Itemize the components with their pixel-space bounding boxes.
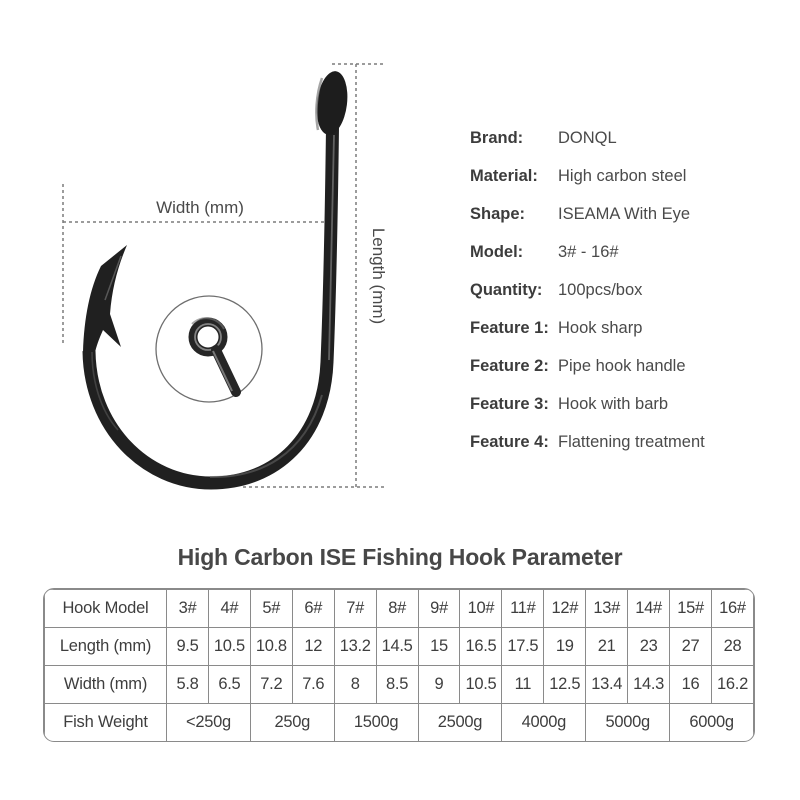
- spec-row-feature-3: [470, 395, 790, 418]
- fish-weight-cell: 4000g: [502, 704, 586, 742]
- spec-value: Pipe hook handle: [558, 357, 686, 375]
- model-cell: 11#: [502, 590, 544, 628]
- width-cell: 11: [502, 666, 544, 704]
- length-cell: 19: [544, 628, 586, 666]
- spec-label: Feature 1:: [470, 319, 549, 337]
- spec-label: Feature 3:: [470, 395, 549, 413]
- length-cell: 23: [628, 628, 670, 666]
- spec-value: ISEAMA With Eye: [558, 205, 691, 223]
- spec-value: High carbon steel: [558, 167, 687, 185]
- model-cell: 4#: [208, 590, 250, 628]
- width-cell: 16: [670, 666, 712, 704]
- width-cell: 10.5: [460, 666, 502, 704]
- width-cell: 13.4: [586, 666, 628, 704]
- spec-row-feature-4: [470, 433, 790, 456]
- width-cell: 12.5: [544, 666, 586, 704]
- fish-weight-cell: 5000g: [586, 704, 670, 742]
- length-cell: 9.5: [167, 628, 209, 666]
- length-cell: 12: [292, 628, 334, 666]
- fish-weight-cell: 6000g: [670, 704, 754, 742]
- model-cell: 15#: [670, 590, 712, 628]
- spec-label: Brand:: [470, 129, 524, 147]
- fish-weight-cell: 250g: [250, 704, 334, 742]
- row-header-hook-model: Hook Model: [45, 590, 167, 628]
- row-header-width: Width (mm): [45, 666, 167, 704]
- hook-body: [89, 84, 333, 483]
- length-cell: 10.8: [250, 628, 292, 666]
- model-cell: 13#: [586, 590, 628, 628]
- parameter-table: [43, 588, 755, 742]
- length-cell: 21: [586, 628, 628, 666]
- width-cell: 14.3: [628, 666, 670, 704]
- width-cell: 5.8: [167, 666, 209, 704]
- table-row-width: [45, 666, 754, 704]
- hook-head: [313, 69, 351, 136]
- model-cell: 9#: [418, 590, 460, 628]
- table-row-models: [45, 590, 754, 628]
- width-cell: 9: [418, 666, 460, 704]
- model-cell: 8#: [376, 590, 418, 628]
- spec-label: Quantity:: [470, 281, 543, 299]
- length-cell: 27: [670, 628, 712, 666]
- length-cell: 13.2: [334, 628, 376, 666]
- spec-label: Model:: [470, 243, 524, 261]
- spec-value: 100pcs/box: [558, 281, 643, 299]
- table-row-fish-weight: [45, 704, 754, 742]
- spec-label: Material:: [470, 167, 538, 185]
- length-cell: 15: [418, 628, 460, 666]
- row-header-length: Length (mm): [45, 628, 167, 666]
- hook-eye-magnifier: [156, 296, 262, 402]
- fish-weight-cell: <250g: [167, 704, 251, 742]
- spec-row-quantity: [470, 281, 790, 304]
- table-title: High Carbon ISE Fishing Hook Parameter: [177, 544, 623, 570]
- model-cell: 3#: [167, 590, 209, 628]
- width-cell: 16.2: [711, 666, 753, 704]
- length-cell: 14.5: [376, 628, 418, 666]
- spec-value: Hook sharp: [558, 319, 643, 337]
- width-cell: 7.6: [292, 666, 334, 704]
- spec-row-model: [470, 243, 790, 266]
- spec-row-shape: [470, 205, 790, 228]
- length-cell: 16.5: [460, 628, 502, 666]
- fish-weight-cell: 1500g: [334, 704, 418, 742]
- length-cell: 28: [711, 628, 753, 666]
- spec-row-feature-1: [470, 319, 790, 342]
- spec-label: Feature 4:: [470, 433, 549, 451]
- hook-diagram: [0, 0, 440, 520]
- spec-value: Flattening treatment: [558, 433, 705, 451]
- hook-illustration: [83, 69, 351, 483]
- model-cell: 6#: [292, 590, 334, 628]
- width-label: Width (mm): [156, 198, 244, 217]
- spec-row-material: [470, 167, 790, 190]
- spec-label: Feature 2:: [470, 357, 549, 375]
- model-cell: 12#: [544, 590, 586, 628]
- fish-weight-cell: 2500g: [418, 704, 502, 742]
- spec-list: [470, 129, 790, 471]
- spec-value: DONQL: [558, 129, 617, 147]
- model-cell: 5#: [250, 590, 292, 628]
- width-cell: 8: [334, 666, 376, 704]
- model-cell: 14#: [628, 590, 670, 628]
- spec-row-brand: [470, 129, 790, 152]
- width-cell: 7.2: [250, 666, 292, 704]
- spec-value: Hook with barb: [558, 395, 669, 413]
- width-cell: 8.5: [376, 666, 418, 704]
- length-label: Length (mm): [369, 227, 388, 325]
- spec-label: Shape:: [470, 205, 526, 223]
- table-row-length: [45, 628, 754, 666]
- width-cell: 6.5: [208, 666, 250, 704]
- spec-value: 3# - 16#: [558, 243, 619, 261]
- model-cell: 7#: [334, 590, 376, 628]
- spec-row-feature-2: [470, 357, 790, 380]
- model-cell: 16#: [711, 590, 753, 628]
- length-cell: 10.5: [208, 628, 250, 666]
- model-cell: 10#: [460, 590, 502, 628]
- length-cell: 17.5: [502, 628, 544, 666]
- row-header-fish-weight: Fish Weight: [45, 704, 167, 742]
